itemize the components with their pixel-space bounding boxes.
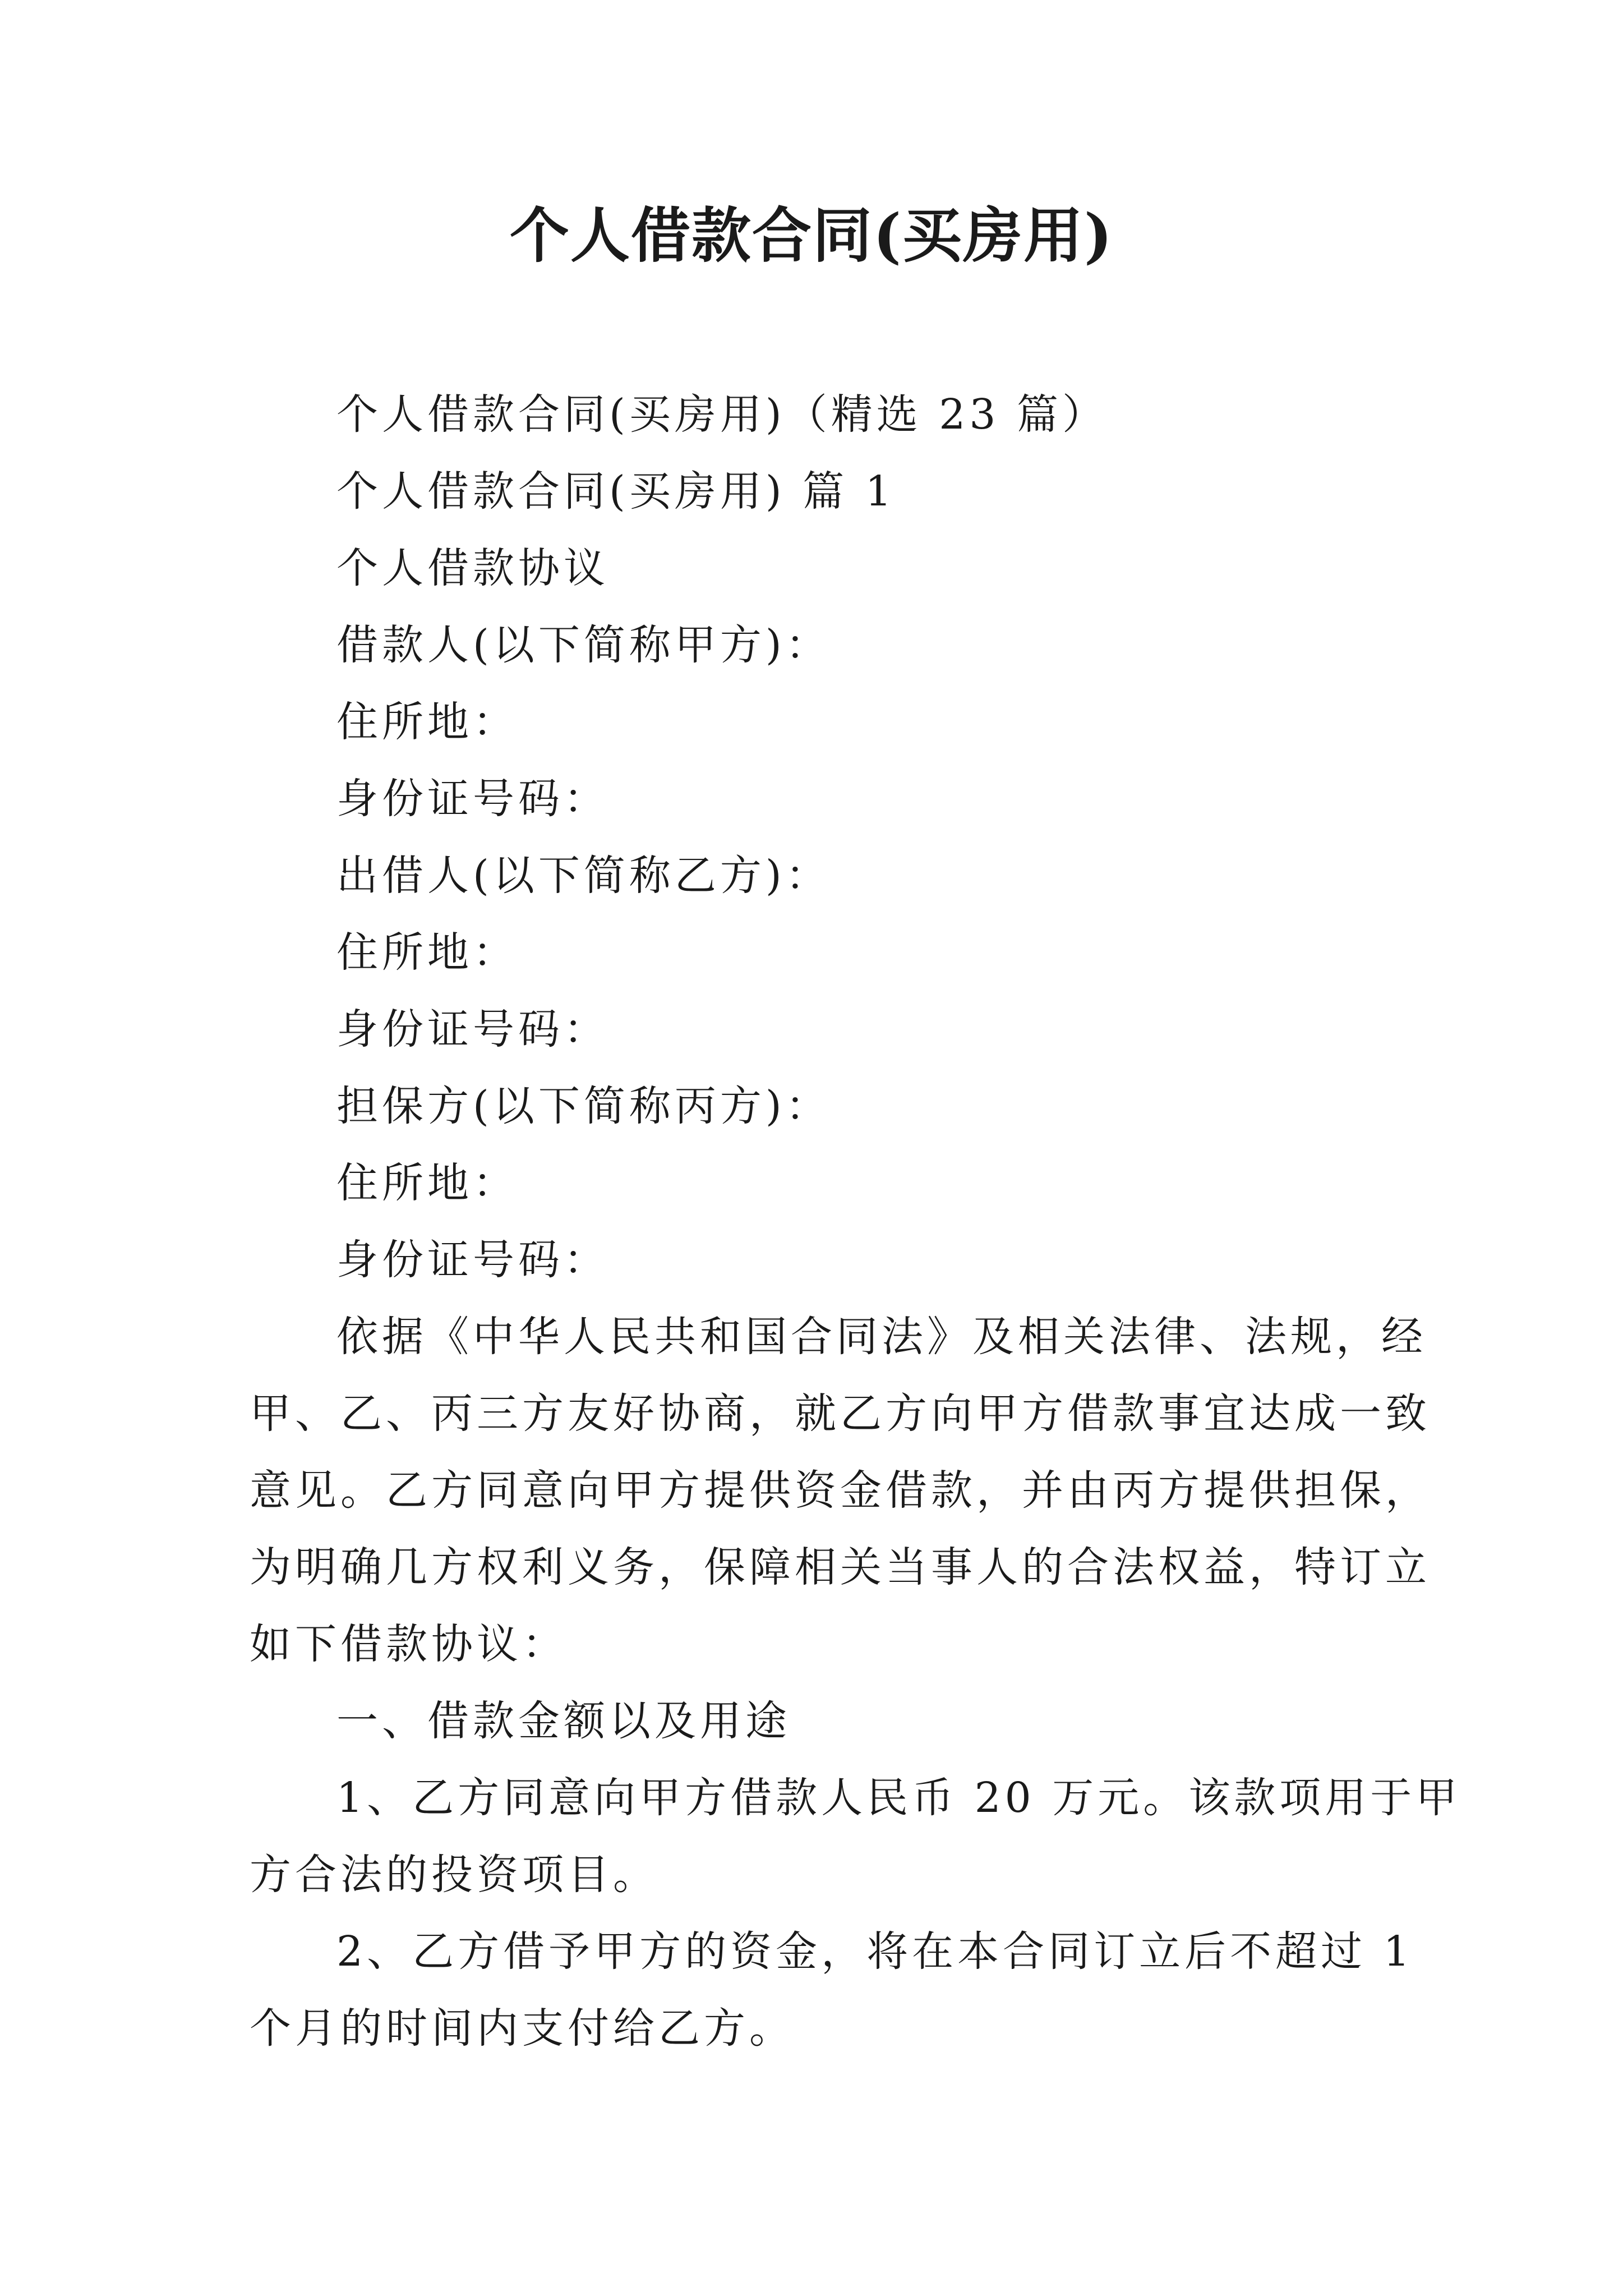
paragraph-line: 方合法的投资项目。 [250, 1851, 658, 1899]
paragraph-line: 如下借款协议： [250, 1620, 568, 1668]
paragraph-line: 住所地： [336, 1159, 518, 1207]
document-body [250, 376, 1461, 2067]
paragraph-line: 依据《中华人民共和国合同法》及相关法律、法规，经 [336, 1313, 1427, 1361]
document-title: 个人借款合同(买房用) [509, 200, 1114, 270]
paragraph-line: 1、乙方同意向甲方借款人民币 20 万元。该款项用于甲 [336, 1774, 1461, 1822]
paragraph-line: 2、乙方借予甲方的资金，将在本合同订立后不超过 1 [336, 1927, 1414, 1976]
paragraph-line: 个人借款合同(买房用)（精选 23 篇） [336, 390, 1108, 439]
paragraph-line: 住所地： [336, 698, 518, 746]
paragraph-line: 身份证号码： [336, 775, 609, 823]
paragraph-line: 身份证号码： [336, 1236, 609, 1284]
paragraph-line: 意见。乙方同意向甲方提供资金借款，并由丙方提供担保， [250, 1466, 1431, 1515]
paragraph-line: 个月的时间内支付给乙方。 [250, 2004, 795, 2053]
paragraph-line: 为明确几方权利义务，保障相关当事人的合法权益，特订立 [250, 1543, 1431, 1591]
paragraph-line: 身份证号码： [336, 1005, 609, 1053]
paragraph-line: 个人借款合同(买房用) 篇 1 [336, 467, 896, 516]
paragraph-line: 一、借款金额以及用途 [336, 1697, 791, 1745]
paragraph-line: 甲、乙、丙三方友好协商，就乙方向甲方借款事宜达成一致 [250, 1389, 1431, 1438]
paragraph-line: 担保方(以下简称丙方)： [336, 1082, 831, 1130]
paragraph-line: 住所地： [336, 928, 518, 977]
paragraph-line: 个人借款协议 [336, 544, 609, 592]
paragraph-line: 借款人(以下简称甲方)： [336, 621, 831, 669]
paragraph-line: 出借人(以下简称乙方)： [336, 852, 831, 900]
